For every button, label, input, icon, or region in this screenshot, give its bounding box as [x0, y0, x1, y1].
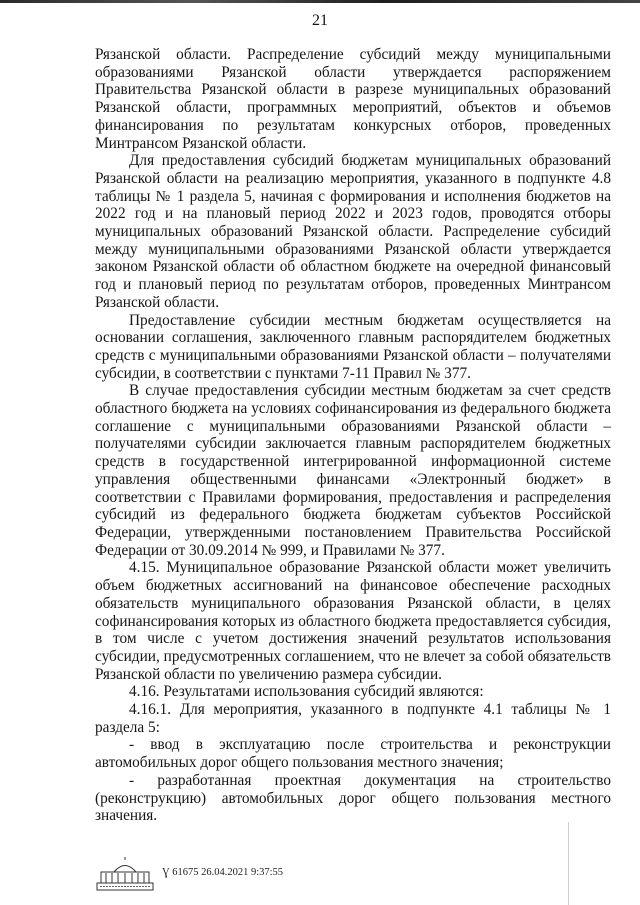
paragraph-4: В случае предоставления субсидии местным бюджетам за счет средств областного бюджета на условиях софинансирования из федерального бюджета соглашение с муниципальными образованиями Рязанской области – получателями субсидии заключается главным распорядителем бюджетных средств в государственной интегрированной информационной системе управления общественными финансами «Электронный бюджет» в соответствии с Правилами формирования, предоставления и распределения субсидий из федерального бюджета бюджетам субъектов Российской Федерации, утвержденными постановлением Правительства Российской Федерации от 30.09.2014 № 999, и Правилами № 377. [95, 382, 611, 559]
registration-code-text: 61675 26.04.2021 9:37:55 [172, 867, 284, 878]
registration-mark: Ɣ [162, 867, 173, 878]
paragraph-4-16-1: 4.16.1. Для мероприятия, указанного в подпункте 4.1 таблицы № 1 раздела 5: [95, 701, 611, 736]
page-number: 21 [312, 12, 328, 29]
list-item-design-docs: - разработанная проектная документация на строительство (реконструкцию) автомобильных дорог общего пользования местного значения. [95, 771, 611, 825]
paragraph-3: Предоставление субсидии местным бюджетам осуществляется на основании соглашения, заключенного главным распорядителем бюджетных средств с муниципальными образованиями Рязанской области – получателями субсидии, в соответствии с пунктами 7-11 Правил № 377. [95, 311, 611, 382]
paragraph-4-15: 4.15. Муниципальное образование Рязанской области может увеличить объем бюджетных ассигнований на финансовое обеспечение расходных обязательств муниципального образования Рязанской области, в целях софинансирования которых из областного бюджета предоставляется субсидия, в том числе с учетом достижения значений результатов использования субсидии, предусмотренных соглашением, что не влечет за собой обязательств Рязанской области по увеличению размера субсидии. [95, 559, 611, 683]
document-body [95, 46, 611, 825]
document-registration-code [162, 867, 283, 879]
list-item-commissioning: - ввод в эксплуатацию после строительства и реконструкции автомобильных дорог общего пользования местного значения; [95, 736, 611, 772]
building-stamp-icon [96, 857, 154, 891]
scan-top-edge [0, 0, 640, 3]
paragraph-2: Для предоставления субсидий бюджетам муниципальных образований Рязанской области на реализацию мероприятия, указанного в подпункте 4.8 таблицы № 1 раздела 5, начиная с формирования и исполнения бюджетов на 2022 год и на плановый период 2022 и 2023 годов, проводятся отборы муниципальных образований Рязанской области. Распределение субсидий между муниципальными образованиями Рязанской области утверждается законом Рязанской области об областном бюджете на очередной финансовый год и плановый период по результатам отборов, проведенных Минтрансом Рязанской области. [95, 152, 611, 311]
scan-artifact-line [568, 822, 569, 905]
paragraph-4-16: 4.16. Результатами использования субсидий являются: [129, 683, 484, 701]
paragraph-1: Рязанской области. Распределение субсидий между муниципальными образованиями Рязанской области утверждается распоряжением Правительства Рязанской области в разрезе муниципальных образований Рязанской области, программных мероприятий, объектов и объемов финансирования по результатам конкурсных отборов, проведенных Минтрансом Рязанской области. [95, 46, 611, 152]
